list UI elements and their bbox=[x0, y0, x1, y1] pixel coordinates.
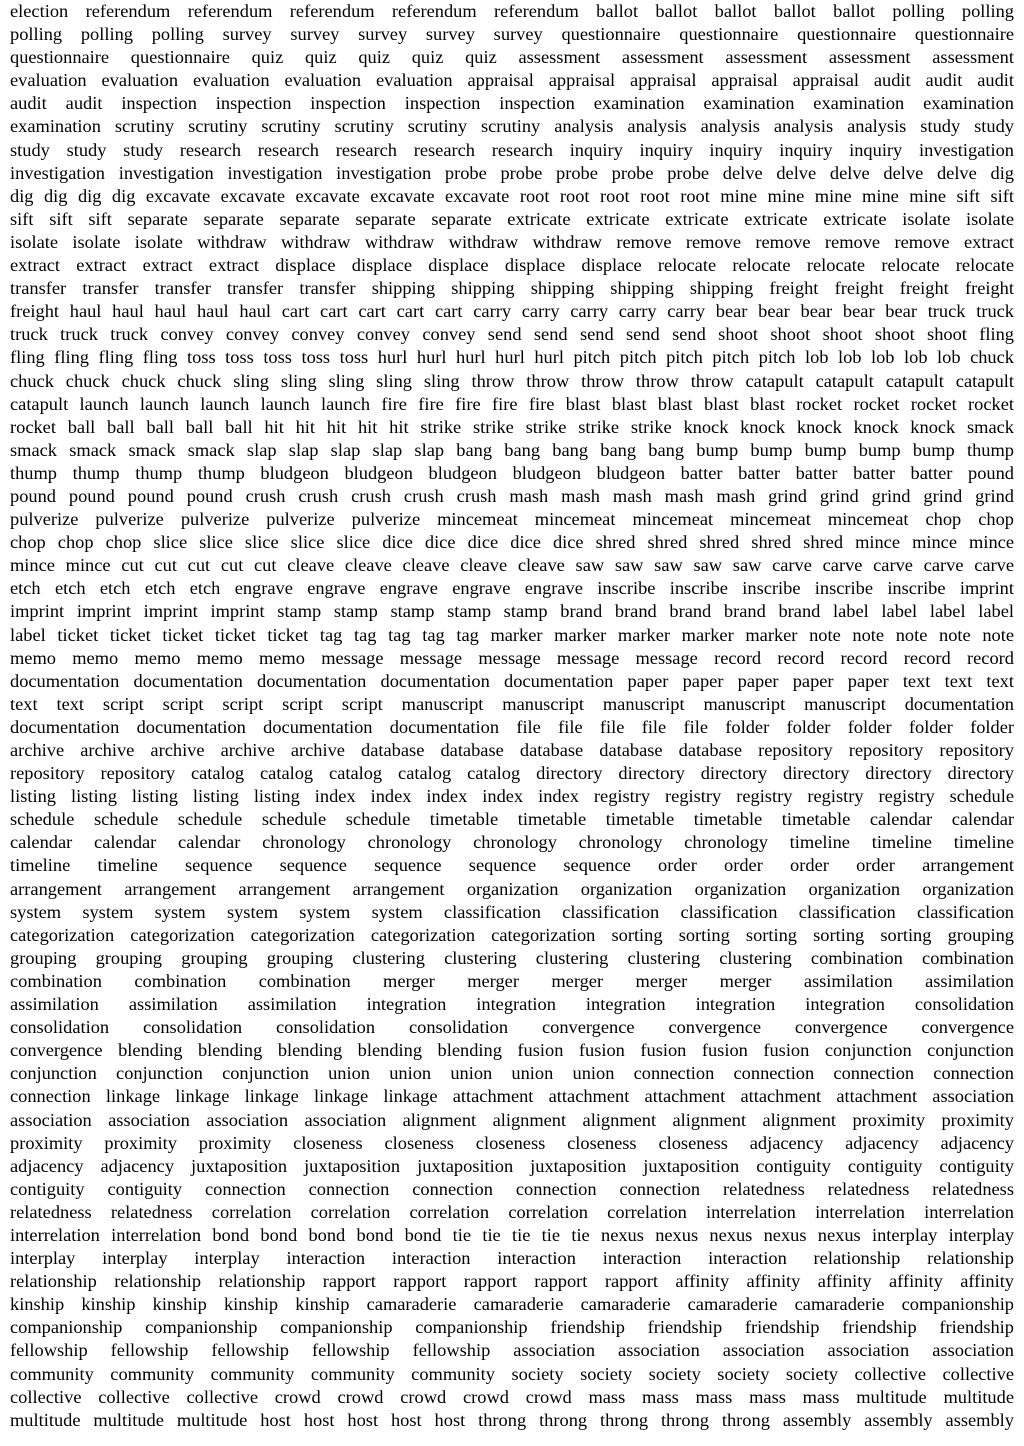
text-line: investigation investigation investigation investigation probe probe probe probe probe delve delve delve delve delve dig bbox=[10, 162, 1014, 183]
text-line: relatedness relatedness correlation correlation correlation correlation correlation interrelation interrelation interrelation bbox=[10, 1201, 1014, 1222]
text-line: smack smack smack smack slap slap slap slap slap bang bang bang bang bang bump bump bump bump bump thump bbox=[10, 439, 1014, 460]
text-line: polling polling polling survey survey survey survey survey questionnaire questionnaire questionnaire questionnaire bbox=[10, 24, 1014, 45]
text-line: dig dig dig dig excavate excavate excavate excavate excavate root root root root root mine mine mine mine mine sift sift bbox=[10, 185, 1014, 206]
text-line: transfer transfer transfer transfer transfer shipping shipping shipping shipping shipping freight freight freight freight bbox=[10, 278, 1014, 299]
text-line: kinship kinship kinship kinship kinship camaraderie camaraderie camaraderie camaraderie camaraderie companionship bbox=[10, 1294, 1014, 1315]
text-line: arrangement arrangement arrangement arrangement organization organization organization organization organization bbox=[10, 878, 1014, 899]
text-line: timeline timeline sequence sequence sequence sequence sequence order order order order arrangement bbox=[10, 855, 1014, 876]
text-line: combination combination combination merger merger merger merger merger assimilation assimilation bbox=[10, 970, 1014, 991]
text-line: freight haul haul haul haul haul cart cart cart cart cart carry carry carry carry carry bear bear bear bear bear truck truck bbox=[10, 301, 1014, 322]
text-line: interplay interplay interplay interaction interaction interaction interaction interaction relationship relationship bbox=[10, 1248, 1014, 1269]
text-line: relationship relationship relationship rapport rapport rapport rapport rapport affinity affinity affinity affinity affinity bbox=[10, 1271, 1014, 1292]
text-line: calendar calendar calendar chronology chronology chronology chronology chronology timeline timeline timeline bbox=[10, 832, 1014, 853]
text-line: convergence blending blending blending blending blending fusion fusion fusion fusion fusion conjunction conjunction bbox=[10, 1040, 1014, 1061]
text-line: fellowship fellowship fellowship fellowship fellowship association association association association association bbox=[10, 1340, 1014, 1361]
text-line: text text script script script script script manuscript manuscript manuscript manuscript manuscript documentation bbox=[10, 693, 1014, 714]
text-line: multitude multitude multitude host host host host host throng throng throng throng throng assembly assembly assembly bbox=[10, 1409, 1014, 1430]
text-line: truck truck truck convey convey convey convey convey send send send send send shoot shoot shoot shoot shoot fling bbox=[10, 324, 1014, 345]
text-line: chuck chuck chuck chuck sling sling sling sling sling throw throw throw throw throw catapult catapult catapult catapult bbox=[10, 370, 1014, 391]
text-line: community community community community community society society society society society collective collective bbox=[10, 1363, 1014, 1384]
text-line: extract extract extract extract displace displace displace displace displace relocate relocate relocate relocate relocate bbox=[10, 255, 1014, 276]
text-line: imprint imprint imprint imprint stamp stamp stamp stamp stamp brand brand brand brand brand label label label label bbox=[10, 601, 1014, 622]
text-line: listing listing listing listing listing index index index index index registry registry registry registry registry schedule bbox=[10, 786, 1014, 807]
text-line: archive archive archive archive archive database database database database database repository repository repository bbox=[10, 740, 1014, 760]
text-line: election referendum referendum referendum referendum referendum ballot ballot ballot ballot ballot polling polling bbox=[10, 1, 1014, 21]
text-line: documentation documentation documentation documentation file file file file file folder folder folder folder folder bbox=[10, 716, 1014, 737]
text-line: assimilation assimilation assimilation integration integration integration integration integration consolidation bbox=[10, 994, 1014, 1015]
text-line: sift sift sift separate separate separate separate separate extricate extricate extricate extricate extricate isolate isolate bbox=[10, 208, 1014, 229]
text-line: catapult launch launch launch launch launch fire fire fire fire fire blast blast blast blast blast rocket rocket rocket rocket bbox=[10, 393, 1014, 414]
text-line: companionship companionship companionship companionship friendship friendship friendship friendship friendship bbox=[10, 1317, 1014, 1338]
text-line: consolidation consolidation consolidation consolidation convergence convergence convergence convergence bbox=[10, 1017, 1014, 1038]
text-line: etch etch etch etch etch engrave engrave engrave engrave engrave inscribe inscribe inscribe inscribe inscribe imprint bbox=[10, 578, 1014, 599]
text-line: questionnaire questionnaire quiz quiz quiz quiz quiz assessment assessment assessment assessment assessment bbox=[10, 47, 1014, 68]
text-line: audit audit inspection inspection inspection inspection inspection examination examination examination examination bbox=[10, 93, 1014, 114]
text-line: evaluation evaluation evaluation evaluation evaluation appraisal appraisal appraisal appraisal appraisal audit audit audit bbox=[10, 70, 1014, 91]
text-line: mince mince cut cut cut cut cut cleave cleave cleave cleave cleave saw saw saw saw saw carve carve carve carve carve bbox=[10, 555, 1014, 576]
text-line: connection linkage linkage linkage linkage linkage attachment attachment attachment attachment attachment association bbox=[10, 1086, 1014, 1107]
text-line: interrelation interrelation bond bond bond bond bond tie tie tie tie tie nexus nexus nexus nexus nexus interplay interplay bbox=[10, 1224, 1014, 1245]
text-line: conjunction conjunction conjunction union union union union union connection connection connection connection bbox=[10, 1063, 1014, 1084]
text-line: pound pound pound pound crush crush crush crush crush mash mash mash mash mash grind grind grind grind grind bbox=[10, 485, 1014, 506]
text-line: collective collective collective crowd crowd crowd crowd crowd mass mass mass mass mass multitude multitude bbox=[10, 1386, 1014, 1407]
text-line: system system system system system system classification classification classification classification classification bbox=[10, 901, 1014, 922]
text-line: isolate isolate isolate withdraw withdraw withdraw withdraw withdraw remove remove remove remove remove extract bbox=[10, 231, 1014, 252]
text-line: categorization categorization categorization categorization categorization sorting sorting sorting sorting sorting grouping bbox=[10, 924, 1014, 945]
text-line: thump thump thump thump bludgeon bludgeon bludgeon bludgeon bludgeon batter batter batter batter batter pound bbox=[10, 462, 1014, 483]
text-line: study study study research research research research research inquiry inquiry inquiry inquiry inquiry investigation bbox=[10, 139, 1014, 160]
text-line: pulverize pulverize pulverize pulverize pulverize mincemeat mincemeat mincemeat mincemeat mincemeat chop chop bbox=[10, 509, 1014, 530]
text-line: fling fling fling fling toss toss toss toss toss hurl hurl hurl hurl hurl pitch pitch pitch pitch pitch lob lob lob lob lob chuck bbox=[10, 347, 1014, 368]
text-line: memo memo memo memo memo message message message message message record record record record record bbox=[10, 647, 1014, 668]
text-line: proximity proximity proximity closeness closeness closeness closeness closeness adjacency adjacency adjacency bbox=[10, 1132, 1014, 1153]
text-line: schedule schedule schedule schedule schedule timetable timetable timetable timetable timetable calendar calendar bbox=[10, 809, 1014, 830]
text-line: contiguity contiguity connection connection connection connection connection relatedness relatedness relatedness bbox=[10, 1178, 1014, 1199]
text-line: adjacency adjacency juxtaposition juxtaposition juxtaposition juxtaposition juxtaposition contiguity contiguity contiguity bbox=[10, 1155, 1014, 1176]
text-line: repository repository catalog catalog catalog catalog catalog directory directory directory directory directory directory bbox=[10, 763, 1014, 784]
text-line: association association association association alignment alignment alignment alignment alignment proximity proximity bbox=[10, 1109, 1014, 1130]
text-line: examination scrutiny scrutiny scrutiny scrutiny scrutiny scrutiny analysis analysis analysis analysis analysis study study bbox=[10, 116, 1014, 137]
text-line: documentation documentation documentation documentation documentation paper paper paper paper paper text text text bbox=[10, 670, 1014, 691]
text-line: grouping grouping grouping grouping clustering clustering clustering clustering clustering combination combination bbox=[10, 947, 1014, 968]
text-line: label ticket ticket ticket ticket ticket tag tag tag tag tag marker marker marker marker marker note note note note note bbox=[10, 624, 1014, 645]
text-line: rocket ball ball ball ball ball hit hit hit hit hit strike strike strike strike strike knock knock knock knock knock smack bbox=[10, 416, 1014, 437]
text-line: chop chop chop slice slice slice slice slice dice dice dice dice dice shred shred shred shred shred mince mince mince bbox=[10, 532, 1014, 553]
